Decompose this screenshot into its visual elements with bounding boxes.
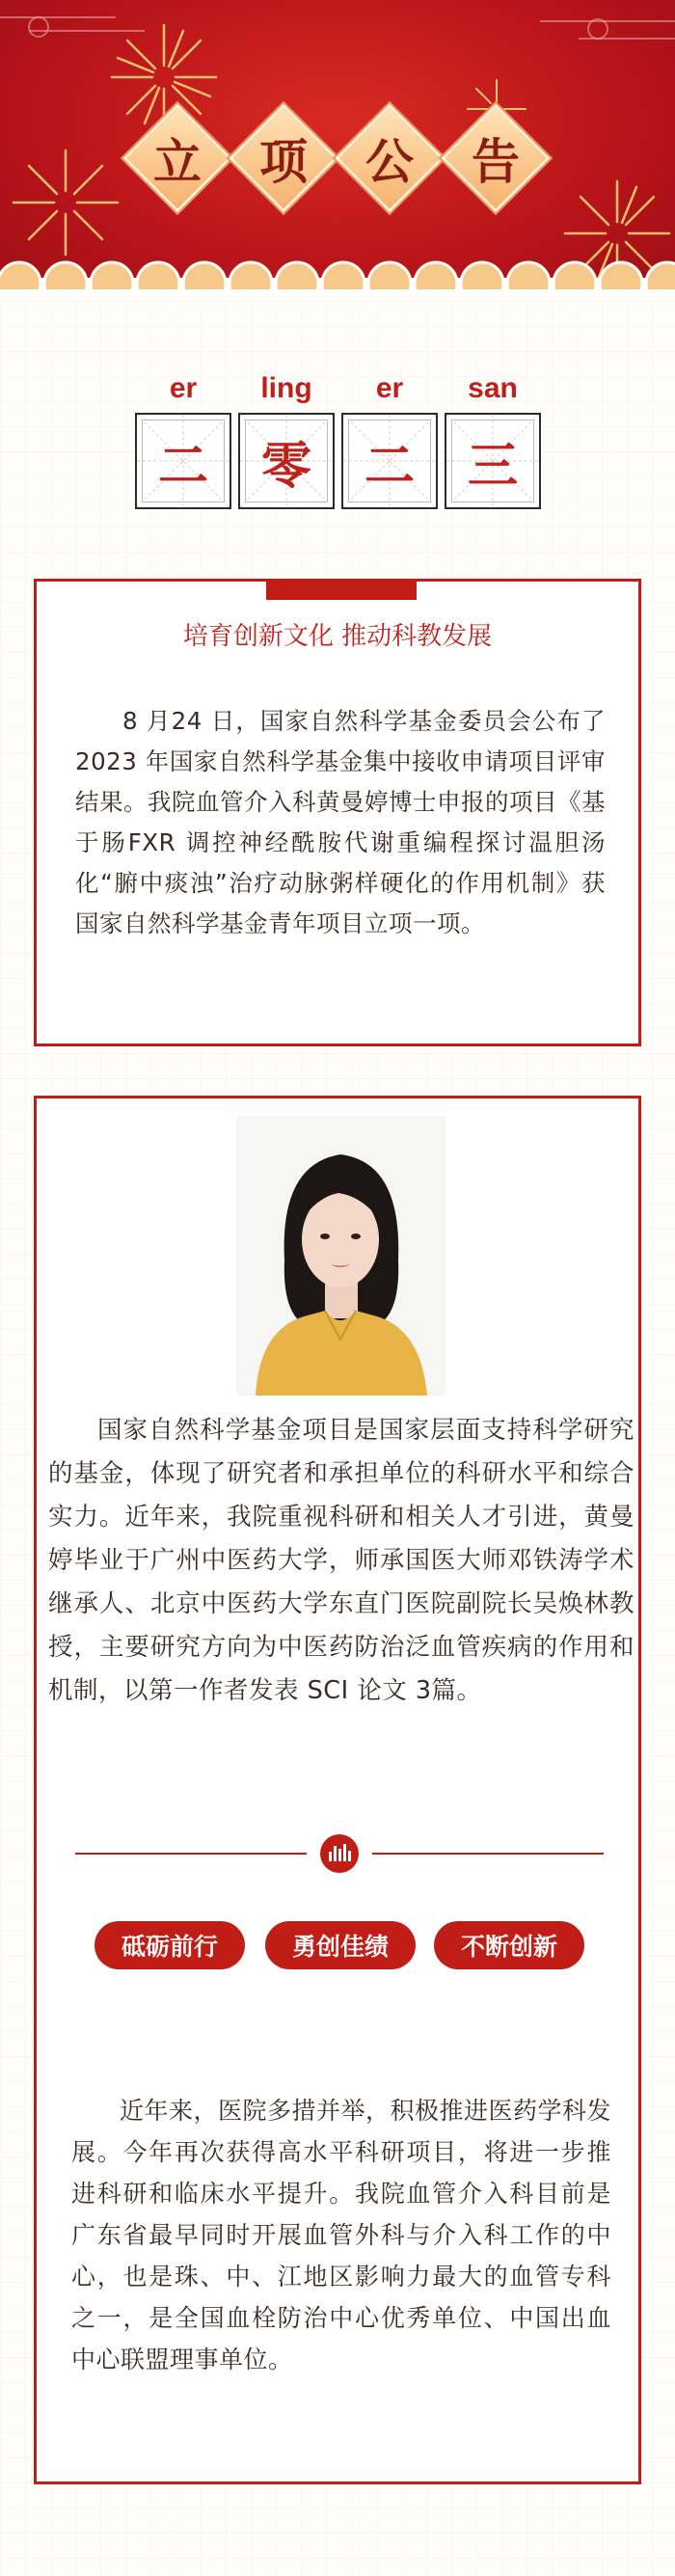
profile-box <box>34 1096 641 2484</box>
announcement-box <box>34 579 641 1046</box>
slogan-tag: 勇创佳绩 <box>265 1921 416 1969</box>
year-char: 二 <box>157 436 208 496</box>
pinyin-label: ling <box>260 372 312 404</box>
title-char: 公 <box>365 133 414 190</box>
pinyin-label: er <box>169 372 198 404</box>
title-diamond <box>336 104 444 212</box>
header-banner <box>0 0 675 301</box>
year-char-box <box>445 413 541 509</box>
year-char-box <box>238 413 335 509</box>
slogan-tag: 不断创新 <box>434 1921 584 1969</box>
year-char-box <box>135 413 231 509</box>
section-divider <box>75 1832 604 1875</box>
portrait-photo <box>236 1116 446 1396</box>
year-char: 三 <box>467 436 518 496</box>
title-char: 项 <box>259 133 308 190</box>
pinyin-label: san <box>468 372 518 404</box>
cloud-border-icon <box>0 258 675 301</box>
section-subtitle: 培育创新文化 推动科教发展 <box>182 622 493 651</box>
pinyin-label: er <box>375 372 404 404</box>
title-diamond <box>230 104 338 212</box>
department-paragraph: 近年来，医院多措并举，积极推进医药学科发展。今年再次获得高水平科研项目，将进一步推进科研和临床水平提升。我院血管介入科目前是广东省最早同时开展血管外科与介入科工作的中心，也是珠、中、江地区影响力最大的血管专科之一，是全国血栓防治中心优秀单位、中国出血中心联盟理事单位。 <box>71 2097 612 2373</box>
title-char: 立 <box>153 133 202 190</box>
page-title <box>0 104 675 212</box>
title-diamond <box>442 104 550 212</box>
title-char: 告 <box>472 133 520 190</box>
year-char: 二 <box>364 436 415 496</box>
profile-paragraph: 国家自然科学基金项目是国家层面支持科学研究的基金，体现了研究者和承担单位的科研水平和综合实力。近年来，我院重视科研和相关人才引进，黄曼婷毕业于广州中医药大学，师承国医大师邓铁涛学术继承人、北京中医药大学东直门医院副院长吴焕林教授，主要研究方向为中医药防治泛血管疾病的作用和机制，以第一作者发表 SCI 论文 3篇。 <box>48 1416 634 1705</box>
year-char-box <box>341 413 438 509</box>
box-tab-decoration <box>266 579 417 600</box>
slogan-tag: 砥砺前行 <box>94 1921 245 1969</box>
year-char: 零 <box>260 436 311 496</box>
announcement-paragraph: 8 月24 日，国家自然科学基金委员会公布了2023 年国家自然科学基金集中接收申请项目评审结果。我院血管介入科黄曼婷博士申报的项目《基于肠FXR 调控神经酰胺代谢重编程探讨温胆汤化“腑中痰浊”治疗动脉粥样硬化的作用机制》获国家自然科学基金青年项目立项一项。 <box>75 707 606 937</box>
title-diamond <box>123 104 231 212</box>
swirl-decoration-right-icon <box>521 0 675 58</box>
